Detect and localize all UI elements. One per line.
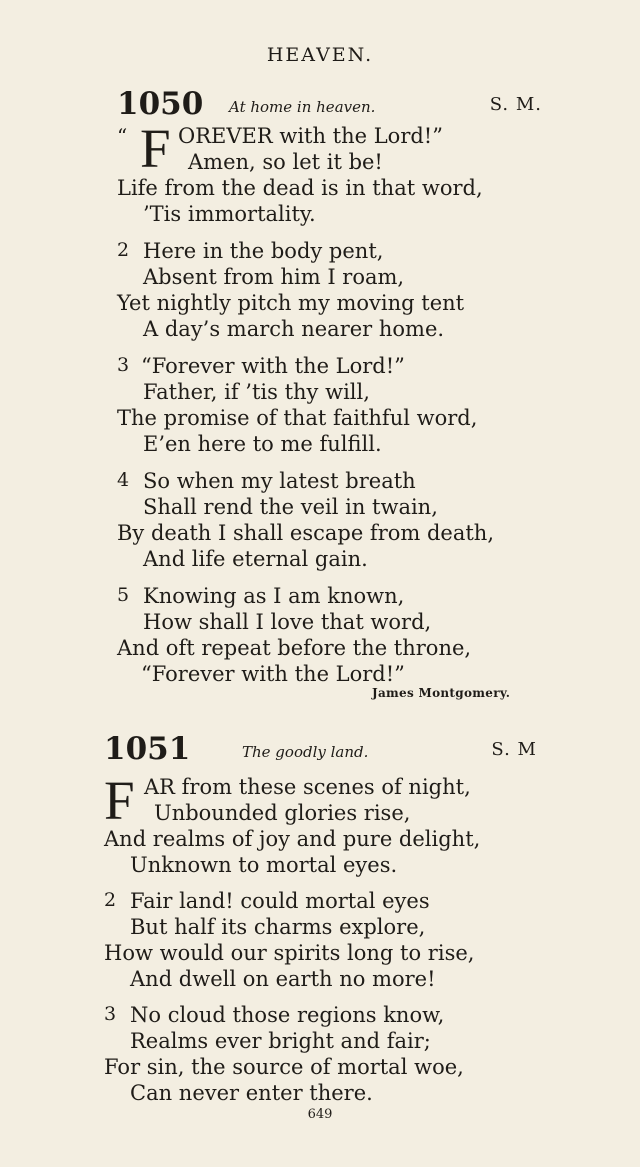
verse-line: Knowing as I am known,	[143, 584, 405, 608]
verse-line: And dwell on earth no more!	[130, 967, 436, 991]
verse-line: “Forever with the Lord!”	[141, 354, 405, 378]
stanza-number: 2	[104, 889, 117, 911]
verse-line: By death I shall escape from death,	[117, 521, 495, 545]
verse-line: How would our spirits long to rise,	[104, 941, 475, 965]
verse-line: “Forever with the Lord!”	[141, 662, 405, 686]
drop-cap: F	[140, 118, 171, 179]
verse-line: And realms of joy and pure delight,	[104, 827, 481, 851]
verse-line: Father, if ’tis thy will,	[143, 380, 370, 404]
verse-line: The promise of that faithful word,	[117, 406, 478, 430]
verse-line: But half its charms explore,	[130, 915, 426, 939]
stanza-number: 3	[104, 1003, 117, 1025]
verse-line: E’en here to me fulfill.	[143, 432, 382, 456]
verse-line: Amen, so let it be!	[188, 150, 383, 174]
running-head: HEAVEN.	[266, 44, 374, 66]
hymn-header	[117, 86, 542, 122]
verse-line: Can never enter there.	[130, 1081, 373, 1105]
stanza-number: 4	[117, 469, 130, 491]
verse-line: Unbounded glories rise,	[154, 801, 411, 825]
verse-line: Unknown to mortal eyes.	[130, 853, 398, 877]
hymn-attribution: James Montgomery.	[372, 686, 511, 700]
verse-line: Absent from him I roam,	[143, 265, 405, 289]
verse-line: Shall rend the veil in twain,	[143, 495, 438, 519]
opening-quote: “	[117, 124, 128, 148]
verse-line: Here in the body pent,	[143, 239, 384, 263]
page-number: 649	[307, 1107, 333, 1122]
verse-line: AR from these scenes of night,	[144, 775, 471, 799]
verse-line: And life eternal gain.	[143, 547, 368, 571]
verse-line: Fair land! could mortal eyes	[130, 889, 430, 913]
verse-line: For sin, the source of mortal woe,	[104, 1055, 464, 1079]
verse-line: So when my latest breath	[143, 469, 416, 493]
verse-line: Life from the dead is in that word,	[117, 176, 483, 200]
verse-line: Realms ever bright and fair;	[130, 1029, 431, 1053]
hymn-title: At home in heaven.	[229, 98, 376, 116]
verse-line: No cloud those regions know,	[130, 1003, 445, 1027]
verse-line: ’Tis immortality.	[143, 202, 316, 226]
verse-line: A day’s march nearer home.	[143, 317, 445, 341]
hymn-meter: S. M.	[489, 94, 542, 115]
verse-line: How shall I love that word,	[143, 610, 432, 634]
hymn-number: 1051	[104, 731, 191, 767]
hymn-number: 1050	[117, 86, 204, 122]
hymn-header	[104, 731, 537, 767]
stanza-number: 5	[117, 584, 130, 606]
stanza-number: 3	[117, 354, 130, 376]
verse-line: OREVER with the Lord!”	[178, 124, 443, 148]
drop-cap: F	[104, 770, 135, 831]
hymn-meter: S. M	[491, 739, 537, 760]
hymn-title: The goodly land.	[242, 743, 369, 761]
verse-line: Yet nightly pitch my moving tent	[117, 291, 465, 315]
stanza-number: 2	[117, 239, 130, 261]
verse-line: And oft repeat before the throne,	[117, 636, 472, 660]
